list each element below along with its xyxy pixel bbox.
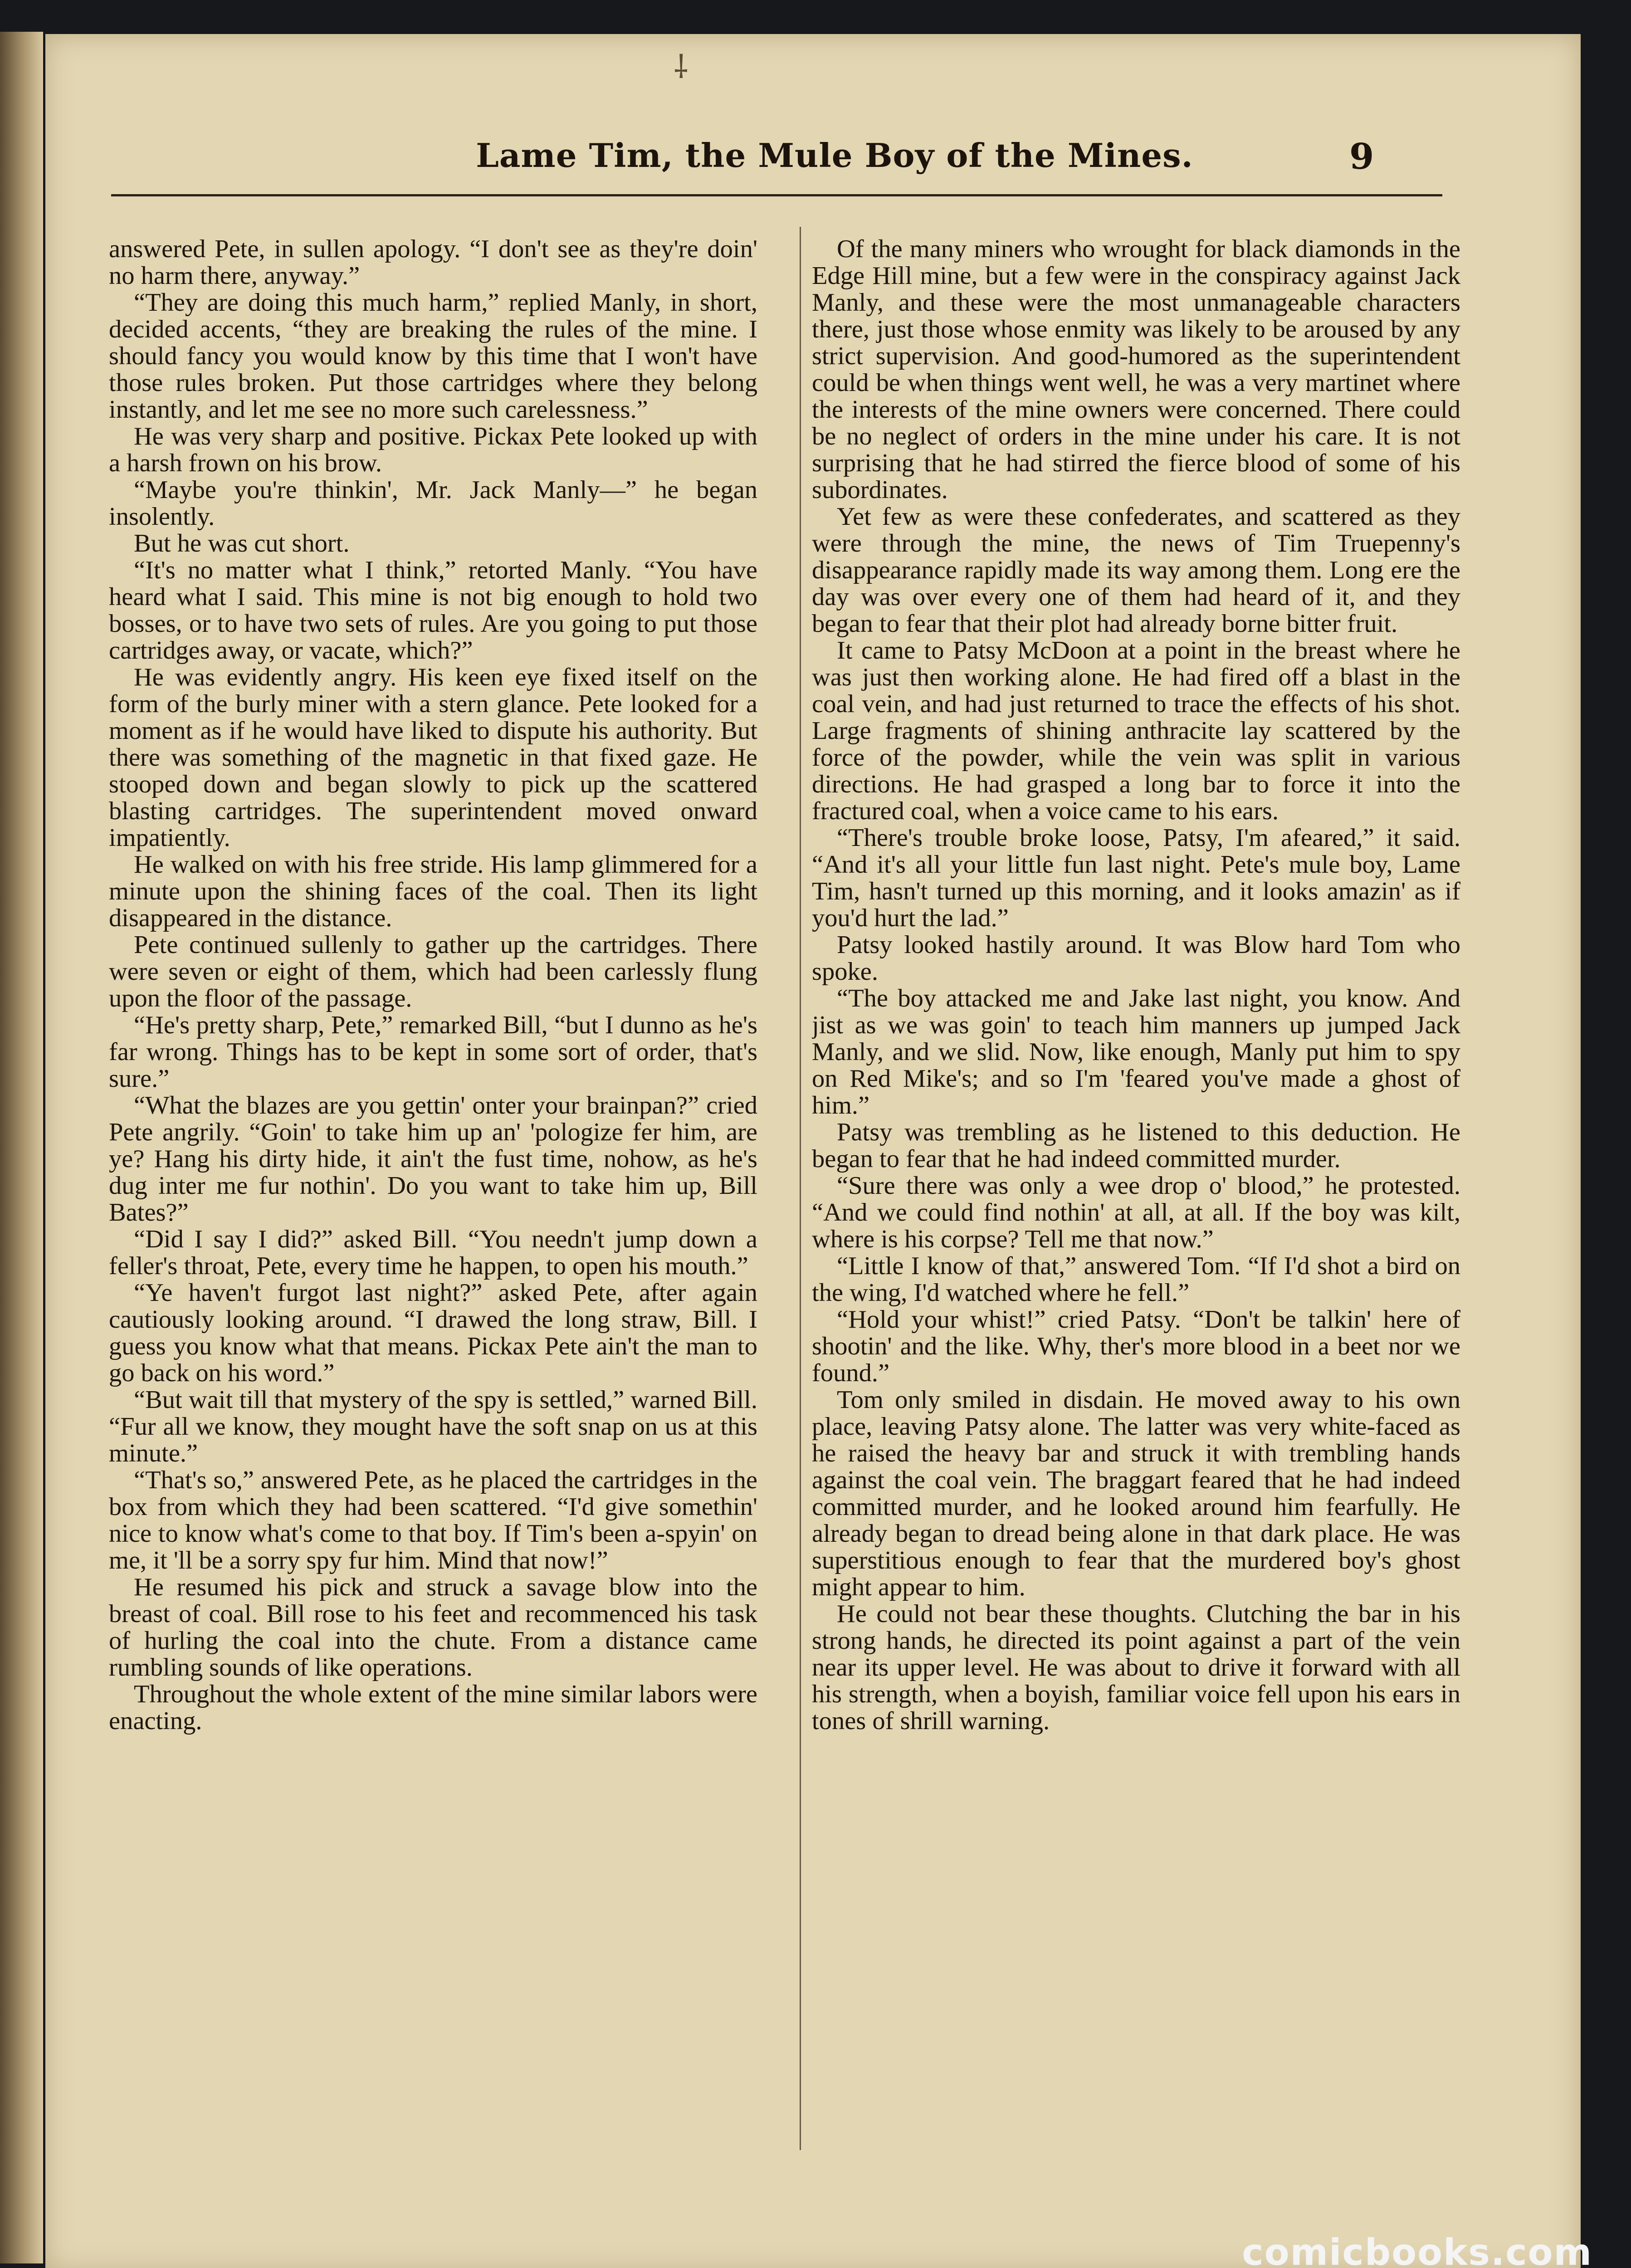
paragraph: Pete continued sullenly to gather up the cartridges. There were seven or eight of them, which had been carlessly flung upon the floor of the passage. [109, 931, 757, 1012]
paragraph: Of the many miners who wrought for black diamonds in the Edge Hill mine, but a few were in the conspiracy against Jack Manly, and these were the most unmanageable characters there, just those whose enmity was likely to be aroused by any strict supervision. And good-humored as the superintendent could be when things went well, he was a very martinet where the interests of the mine owners were concerned. There could be no neglect of orders in the mine under his care. It is not surprising that he had stirred the fierce blood of some of his subordinates. [812, 236, 1460, 504]
site-watermark: comicbooks.com [1242, 2231, 1592, 2268]
right-column [812, 236, 1460, 2200]
paragraph: “He's pretty sharp, Pete,” remarked Bill, “but I dunno as he's far wrong. Things has to be kept in some sort of order, that's sure.” [109, 1011, 757, 1093]
paragraph: He was evidently angry. His keen eye fixed itself on the form of the burly miner with a stern glance. Pete looked for a moment as if he would have liked to dispute his authority. But there was something of the magnetic in that fixed gaze. He stooped down and began slowly to pick up the scattered blasting cartridges. The superintendent moved onward impatiently. [109, 663, 757, 852]
paragraph: But he was cut short. [134, 529, 350, 557]
paragraph: “That's so,” answered Pete, as he placed the cartridges in the box from which they had been scattered. “I'd give somethin' nice to know what's come to that boy. If Tim's been a-spyin' on me, it 'll be a sorry spy fur him. Mind that now!” [109, 1466, 757, 1574]
binding-mark: ⸸ [674, 49, 689, 86]
header-rule [111, 194, 1442, 196]
paragraph: Patsy looked hastily around. It was Blow hard Tom who spoke. [812, 931, 1460, 986]
paragraph: “But wait till that mystery of the spy is settled,” warned Bill. “Fur all we know, they mought have the soft snap on us at this minute.” [109, 1386, 757, 1467]
adjacent-page-edge [0, 32, 43, 2263]
paragraph: answered Pete, in sullen apology. “I don't see as they're doin' no harm there, anyway.” [109, 236, 757, 290]
paragraph: “Ye haven't furgot last night?” asked Pete, after again cautiously looking around. “I drawed the long straw, Bill. I guess you know what that means. Pickax Pete ain't the man to go back on his word.” [109, 1279, 757, 1387]
paragraph: “Hold your whist!” cried Patsy. “Don't be talkin' here of shootin' and the like. Why, ther's more blood in a beet nor we found.” [812, 1305, 1460, 1387]
paragraph: “It's no matter what I think,” retorted Manly. “You have heard what I said. This mine is not big enough to hold two bosses, or to have two sets of rules. Are you going to put those cartridges away, or vacate, which?” [109, 556, 757, 665]
left-column [109, 236, 757, 2200]
paragraph: Throughout the whole extent of the mine similar labors were enacting. [109, 1680, 757, 1735]
paragraph: “Sure there was only a wee drop o' blood,” he protested. “And we could find nothin' at all, at all. If the boy was kilt, where is his corpse? Tell me that now.” [812, 1172, 1460, 1253]
page-number: 9 [1349, 136, 1374, 177]
paragraph: He was very sharp and positive. Pickax Pete looked up with a harsh frown on his brow. [109, 422, 757, 477]
column-divider [800, 227, 801, 2150]
paragraph: Patsy was trembling as he listened to this deduction. He began to fear that he had indeed committed murder. [812, 1118, 1460, 1173]
paragraph: “What the blazes are you gettin' onter your brainpan?” cried Pete angrily. “Goin' to take him up an' 'pologize fer him, are ye? Hang his dirty hide, it ain't the fust time, nohow, as he's dug inter me fur nothin'. Do you want to take him up, Bill Bates?” [109, 1091, 757, 1227]
paragraph: “Little I know of that,” answered Tom. “If I'd shot a bird on the wing, I'd watched where he fell.” [812, 1252, 1460, 1307]
paragraph: He could not bear these thoughts. Clutching the bar in his strong hands, he directed its point against a part of the vein near its upper level. He was about to drive it forward with all his strength, when a boyish, familiar voice fell upon his ears in tones of shrill warning. [812, 1600, 1460, 1735]
paragraph: “Maybe you're thinkin', Mr. Jack Manly—” he began insolently. [109, 476, 757, 531]
paragraph: “They are doing this much harm,” replied Manly, in short, decided accents, “they are breaking the rules of the mine. I should fancy you would know by this time that I won't have those rules broken. Put those cartridges where they belong instantly, and let me see no more such carelessness.” [109, 288, 757, 424]
paragraph: “The boy attacked me and Jake last night, you know. And jist as we was goin' to teach him manners up jumped Jack Manly, and we slid. Now, like enough, Manly put him to spy on Red Mike's; and so I'm 'feared you've made a ghost of him.” [812, 984, 1460, 1119]
paragraph: Yet few as were these confederates, and scattered as they were through the mine, the news of Tim Truepenny's disappearance rapidly made its way among them. Long ere the day was over every one of them had heard of it, and they began to fear that their plot had already borne bitter fruit. [812, 503, 1460, 638]
paragraph: It came to Patsy McDoon at a point in the breast where he was just then working alone. He had fired off a blast in the coal vein, and had just returned to trace the effects of his shot. Large fragments of shining anthracite lay scattered by the force of the powder, while the vein was split in various directions. He had grasped a long bar to force it into the fractured coal, when a voice came to his ears. [812, 636, 1460, 825]
paragraph: “There's trouble broke loose, Patsy, I'm afeared,” it said. “And it's all your little fun last night. Pete's mule boy, Lame Tim, hasn't turned up this morning, and it looks amazin' as if you'd hurt the lad.” [812, 824, 1460, 932]
paragraph: He resumed his pick and struck a savage blow into the breast of coal. Bill rose to his feet and recommenced his task of hurling the coal into the chute. From a distance came rumbling sounds of like operations. [109, 1573, 757, 1681]
paragraph: He walked on with his free stride. His lamp glimmered for a minute upon the shining faces of the coal. Then its light disappeared in the distance. [109, 850, 757, 932]
paragraph: “Did I say I did?” asked Bill. “You needn't jump down a feller's throat, Pete, every time he happen, to open his mouth.” [109, 1225, 757, 1280]
running-title: Lame Tim, the Mule Boy of the Mines. [476, 136, 1193, 175]
paragraph: Tom only smiled in disdain. He moved away to his own place, leaving Patsy alone. The latter was very white-faced as he raised the heavy bar and struck it with trembling hands against the coal vein. The braggart feared that he had indeed committed murder, and he looked around him fearfully. He already began to dread being alone in that dark place. He was superstitious enough to fear that the murdered boy's ghost might appear to him. [812, 1386, 1460, 1601]
